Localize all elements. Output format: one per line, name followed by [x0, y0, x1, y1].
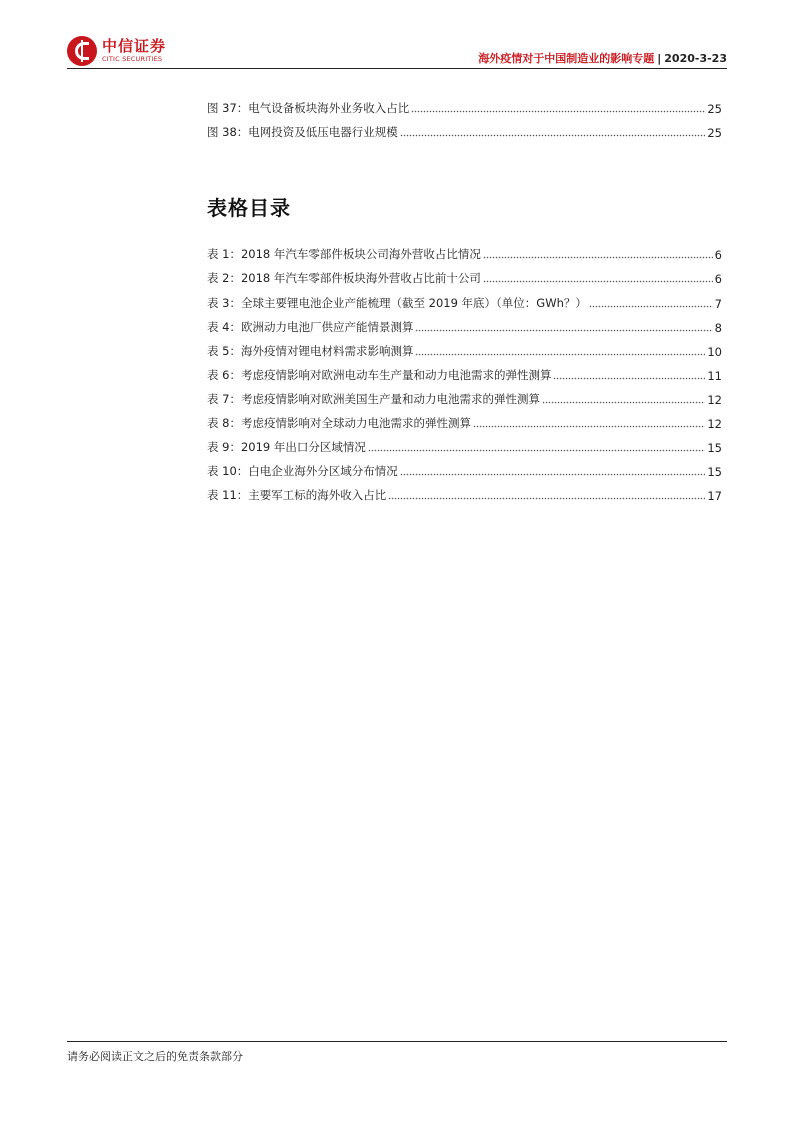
toc-leader-dots [368, 443, 705, 452]
toc-entry[interactable] [207, 415, 722, 431]
toc-entry-page: 15 [707, 465, 722, 479]
toc-entry-page: 7 [714, 297, 722, 311]
toc-entry-label: 表 3：全球主要锂电池企业产能梳理（截至 2019 年底）（单位：GWh？） [207, 296, 587, 310]
toc-entry[interactable] [207, 343, 722, 359]
toc-entry[interactable] [207, 463, 722, 479]
logo-name-cn: 中信证券 [102, 37, 167, 56]
citic-logo-icon [67, 36, 97, 66]
toc-entry[interactable] [207, 367, 722, 383]
toc-entry-page: 12 [707, 417, 722, 431]
toc-entry-label: 表 7：考虑疫情影响对欧洲美国生产量和动力电池需求的弹性测算 [207, 392, 540, 406]
toc-entry[interactable] [207, 124, 722, 140]
toc-entry-label: 表 1：2018 年汽车零部件板块公司海外营收占比情况 [207, 247, 481, 261]
report-date: 2020-3-23 [664, 52, 727, 65]
page-header [67, 36, 727, 68]
toc-leader-dots [415, 347, 705, 356]
table-list-heading: 表格目录 [207, 196, 291, 220]
toc-leader-dots [411, 104, 705, 113]
toc-entry[interactable] [207, 270, 722, 286]
toc-entry-page: 12 [707, 393, 722, 407]
toc-entry-label: 表 9：2019 年出口分区域情况 [207, 440, 366, 454]
toc-entry-page: 15 [707, 441, 722, 455]
logo-name-en: CITIC SECURITIES [102, 55, 163, 64]
toc-leader-dots [388, 491, 705, 500]
toc-entry[interactable] [207, 487, 722, 503]
toc-entry-page: 17 [707, 489, 722, 503]
report-title-line [478, 50, 727, 66]
toc-leader-dots [483, 274, 713, 283]
toc-entry-page: 6 [714, 272, 722, 286]
toc-entry[interactable] [207, 319, 722, 335]
toc-leader-dots [542, 395, 705, 404]
toc-entry-label: 图 37：电气设备板块海外业务收入占比 [207, 101, 410, 115]
toc-entry-page: 11 [707, 369, 722, 383]
footer-disclaimer: 请务必阅读正文之后的免责条款部分 [67, 1050, 243, 1063]
toc-entry-page: 10 [707, 345, 722, 359]
toc-leader-dots [483, 250, 713, 259]
header-separator: | [657, 52, 662, 65]
toc-entry[interactable] [207, 439, 722, 455]
toc-entry-label: 表 11：主要军工标的海外收入占比 [207, 488, 387, 502]
toc-entry-label: 图 38：电网投资及低压电器行业规模 [207, 125, 398, 139]
toc-leader-dots [400, 128, 706, 137]
toc-entry-page: 6 [714, 248, 722, 262]
toc-entry-page: 25 [707, 102, 722, 116]
toc-entry-page: 8 [714, 321, 722, 335]
toc-entry-label: 表 10：白电企业海外分区域分布情况 [207, 464, 398, 478]
toc-entry[interactable] [207, 246, 722, 262]
toc-entry-label: 表 2：2018 年汽车零部件板块海外营收占比前十公司 [207, 271, 481, 285]
toc-entry[interactable] [207, 295, 722, 311]
toc-leader-dots [589, 299, 713, 308]
toc-entry-page: 25 [707, 126, 722, 140]
report-title: 海外疫情对于中国制造业的影响专题 [478, 52, 655, 65]
toc-entry-label: 表 5：海外疫情对锂电材料需求影响测算 [207, 344, 414, 358]
toc-entry-label: 表 6：考虑疫情影响对欧洲电动车生产量和动力电池需求的弹性测算 [207, 368, 552, 382]
toc-leader-dots [415, 323, 712, 332]
toc-entry-label: 表 4：欧洲动力电池厂供应产能情景测算 [207, 320, 414, 334]
toc-leader-dots [400, 467, 706, 476]
header-divider [67, 68, 727, 69]
footer-divider [67, 1041, 727, 1042]
toc-leader-dots [473, 419, 705, 428]
toc-entry[interactable] [207, 391, 722, 407]
toc-leader-dots [553, 371, 705, 380]
citic-logo [67, 36, 166, 66]
toc-entry[interactable] [207, 100, 722, 116]
toc-entry-label: 表 8：考虑疫情影响对全球动力电池需求的弹性测算 [207, 416, 471, 430]
